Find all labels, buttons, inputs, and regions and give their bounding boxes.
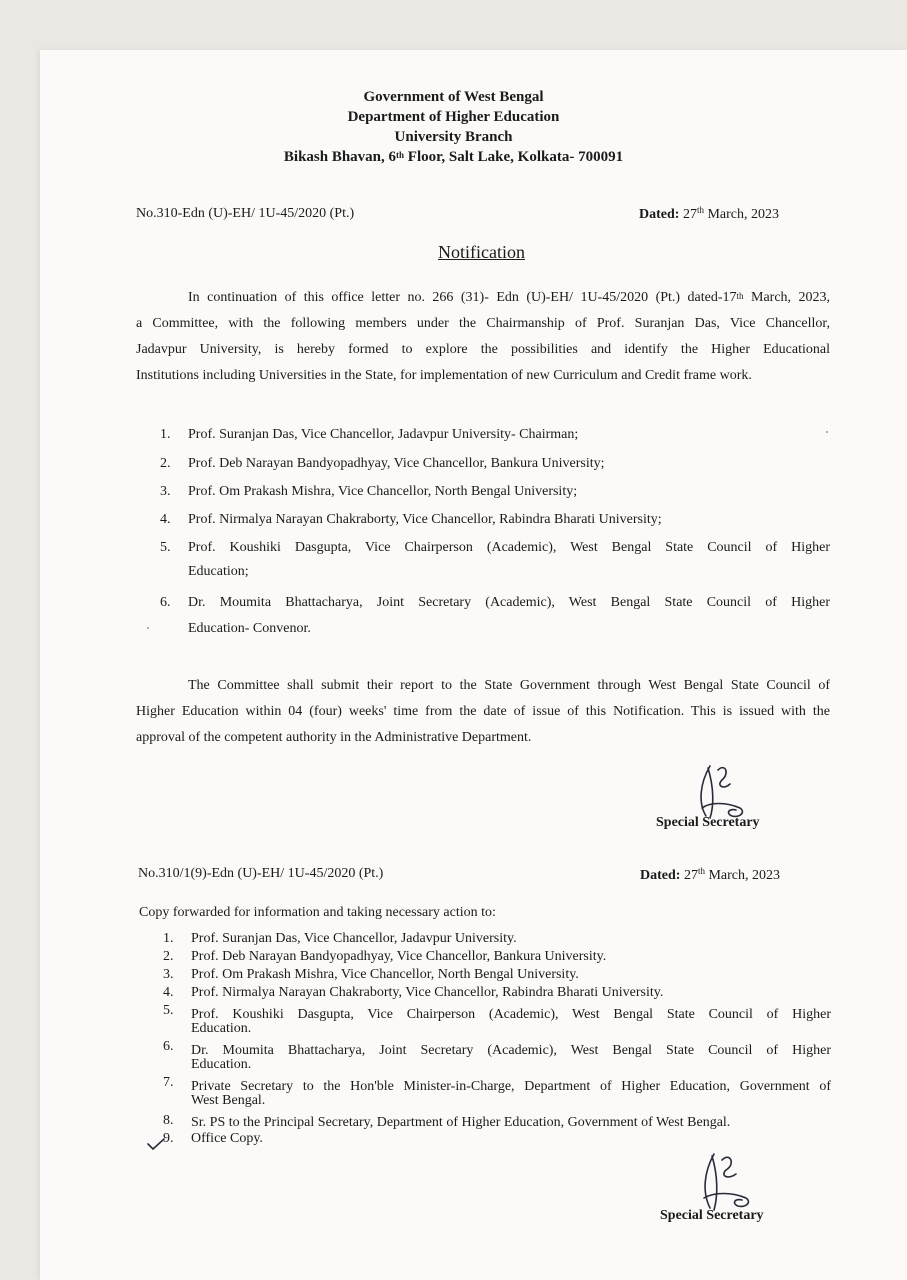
header-department: Department of Higher Education: [347, 109, 560, 125]
copy-forwarded-intro: Copy forwarded for information and taking necessary action to:: [139, 905, 496, 920]
signature-title: Special Secretary: [660, 1208, 764, 1223]
notification-title: Notification: [438, 242, 525, 262]
closing-line-2: Higher Education within 04 (four) weeks' time from the date of issue of this Notification. This is issued with the: [136, 704, 830, 719]
signature-title: Special Secretary: [656, 815, 760, 830]
intro-line-1: In continuation of this office letter no. 266 (31)- Edn (U)-EH/ 1U-45/2020 (Pt.) dated-17th March, 2023,: [188, 290, 830, 305]
closing-paragraph: [136, 673, 830, 751]
intro-paragraph: [136, 285, 830, 389]
intro-line-4: Institutions including Universities in the State, for implementation of new Curriculum and Credit frame work.: [136, 368, 752, 383]
intro-line-3: Jadavpur University, is hereby formed to explore the possibilities and identify the Higher Educational: [136, 342, 830, 357]
copy-reference-number: No.310/1(9)-Edn (U)-EH/ 1U-45/2020 (Pt.): [138, 866, 384, 881]
speck: [826, 431, 828, 433]
closing-line-1: The Committee shall submit their report to the State Government through West Bengal State Council of: [188, 678, 830, 693]
speck: [147, 627, 149, 629]
intro-line-2: a Committee, with the following members under the Chairmanship of Prof. Suranjan Das, Vice Chancellor,: [136, 316, 830, 331]
tick-mark-icon: [146, 1136, 168, 1152]
header-branch: University Branch: [394, 129, 513, 145]
closing-line-3: approval of the competent authority in the Administrative Department.: [136, 730, 532, 745]
header-address: Bikash Bhavan, 6th Floor, Salt Lake, Kolkata- 700091: [283, 149, 624, 165]
reference-number: No.310-Edn (U)-EH/ 1U-45/2020 (Pt.): [136, 206, 355, 221]
reference-date: Dated: 27th March, 2023: [639, 205, 779, 222]
header-government: Government of West Bengal: [363, 89, 544, 105]
copy-reference-date: Dated: 27th March, 2023: [640, 866, 780, 883]
